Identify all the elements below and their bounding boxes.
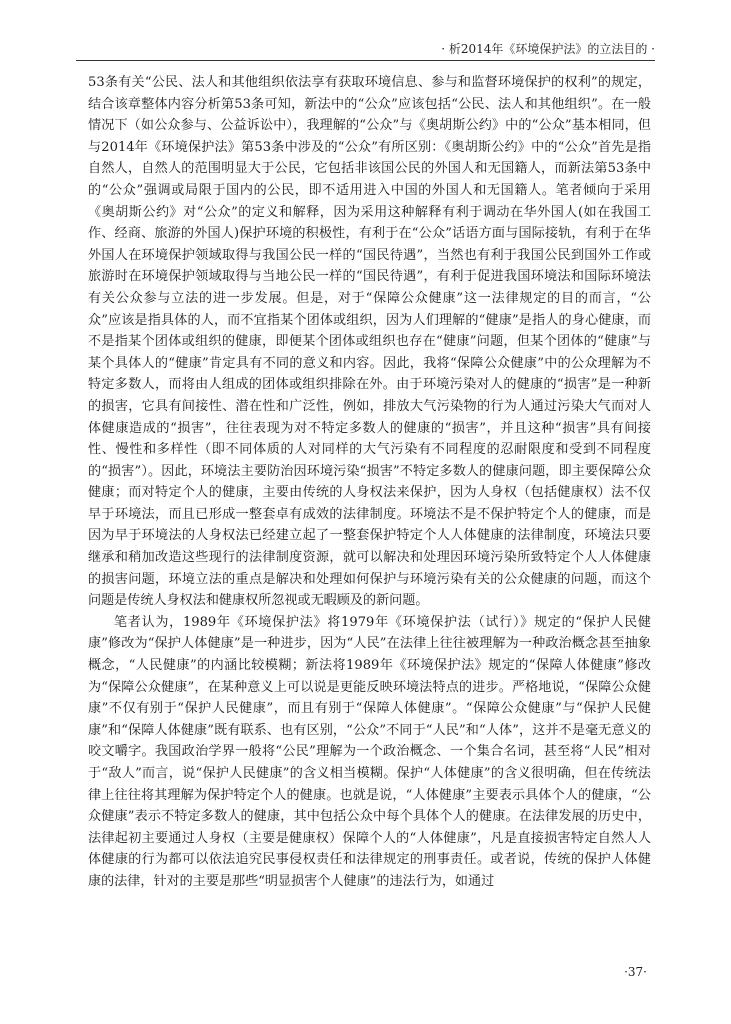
- paragraph: 笔者认为，1989年《环境保护法》将1979年《环境保护法（试行）》规定的“保护人民健康”修改为“保护人体健康”是一种进步，因为“人民”在法律上往往被理解为一种政治概念甚至抽象概念，“人民健康”的内涵比较模糊；新法将1989年《环境保护法》规定的“保障人体健康”修改为“保障公众健康”，在某种意义上可以说是更能反映环境法特点的进步。严格地说，“保障公众健康”不仅有别于“保护人民健康”，而且有别于“保障人体健康”。“保障公众健康”与“保护人民健康”和“保障人体健康”既有联系、也有区别，“公众”不同于“人民”和“人体”，这并不是毫无意义的咬文嚼字。我国政治学界一般将“公民”理解为一个政治概念、一个集合名词，甚至将“人民”相对于“敌人”而言，说“保护人民健康”的含义相当模糊。保护“人体健康”的含义很明确，但在传统法律上往往将其理解为保护特定个人的健康。也就是说，“人体健康”主要表示具体个人的健康，“公众健康”表示不特定多数人的健康，其中包括公众中每个具体个人的健康。在法律发展的历史中，法律起初主要通过人身权（主要是健康权）保障个人的“人体健康”，凡是直接损害特定自然人人体健康的行为都可以依法追究民事侵权责任和法律规定的刑事责任。或者说，传统的保护人体健康的法律，针对的主要是那些“明显损害个人健康”的违法行为，如通过: [88, 614, 651, 889]
- page-number: ·37·: [624, 965, 647, 979]
- running-head: · 析2014年《环境保护法》的立法目的 ·: [441, 42, 655, 56]
- paragraph-continued: 53条有关“公民、法人和其他组织依法享有获取环境信息、参与和监督环境保护的权利”的规定，结合该章整体内容分析第53条可知，新法中的“公众”应该包括“公民、法人和其他组织”。在一般情况下（如公众参与、公益诉讼中），我理解的“公众”与《奥胡斯公约》中的“公众”基本相同，但与2014年《环境保护法》第53条中涉及的“公众”有所区别：《奥胡斯公约》中的“公众”首先是指自然人，自然人的范围明显大于公民，它包括非该国公民的外国人和无国籍人，而新法第53条中的“公众”强调或局限于国内的公民，即不适用进入中国的外国人和无国籍人。笔者倾向于采用《奥胡斯公约》对“公众”的定义和解释，因为采用这种解释有利于调动在华外国人(如在我国工作、经商、旅游的外国人)保护环境的积极性，有利于在“公众”话语方面与国际接轨，有利于在华外国人在环境保护领域取得与我国公民一样的“国民待遇”，当然也有利于我国公民到国外工作或旅游时在环境保护领域取得与当地公民一样的“国民待遇”，有利于促进我国环境法和国际环境法有关公众参与立法的进一步发展。但是，对于“保障公众健康”这一法律规定的目的而言，“公众”应该是指具体的人，而不宜指某个团体或组织，因为人们理解的“健康”是指人的身心健康，而不是指某个团体或组织的健康，即便某个团体或组织也存在“健康”问题，但某个团体的“健康”与某个具体人的“健康”肯定具有不同的意义和内容。因此，我将“保障公众健康”中的公众理解为不特定多数人，而将由人组成的团体或组织排除在外。由于环境污染对人的健康的“损害”是一种新的损害，它具有间接性、潜在性和广泛性，例如，排放大气污染物的行为人通过污染大气而对人体健康造成的“损害”，往往表现为对不特定多数人的健康的“损害”，并且这种“损害”具有间接性、慢性和多样性（即不同体质的人对同样的大气污染有不同程度的忍耐限度和受到不同程度的“损害”）。因此，环境法主要防治因环境污染“损害”不特定多数人的健康问题，即主要保障公众健康；而对特定个人的健康，主要由传统的人身权法来保护，因为人身权（包括健康权）法不仅早于环境法，而且已形成一整套卓有成效的法律制度。环境法不是不保护特定个人的健康，而是因为早于环境法的人身权法已经建立起了一整套保护特定个人人体健康的法律制度，环境法只要继承和稍加改造这些现行的法律制度资源，就可以解决和处理因环境污染所致特定个人人体健康的损害问题，环境立法的重点是解决和处理如何保护与环境污染有关的公众健康的问题，而这个问题是传统人身权法和健康权所忽视或无暇顾及的新问题。: [88, 75, 651, 609]
- article-body: [88, 72, 651, 893]
- header-rule: [76, 60, 655, 61]
